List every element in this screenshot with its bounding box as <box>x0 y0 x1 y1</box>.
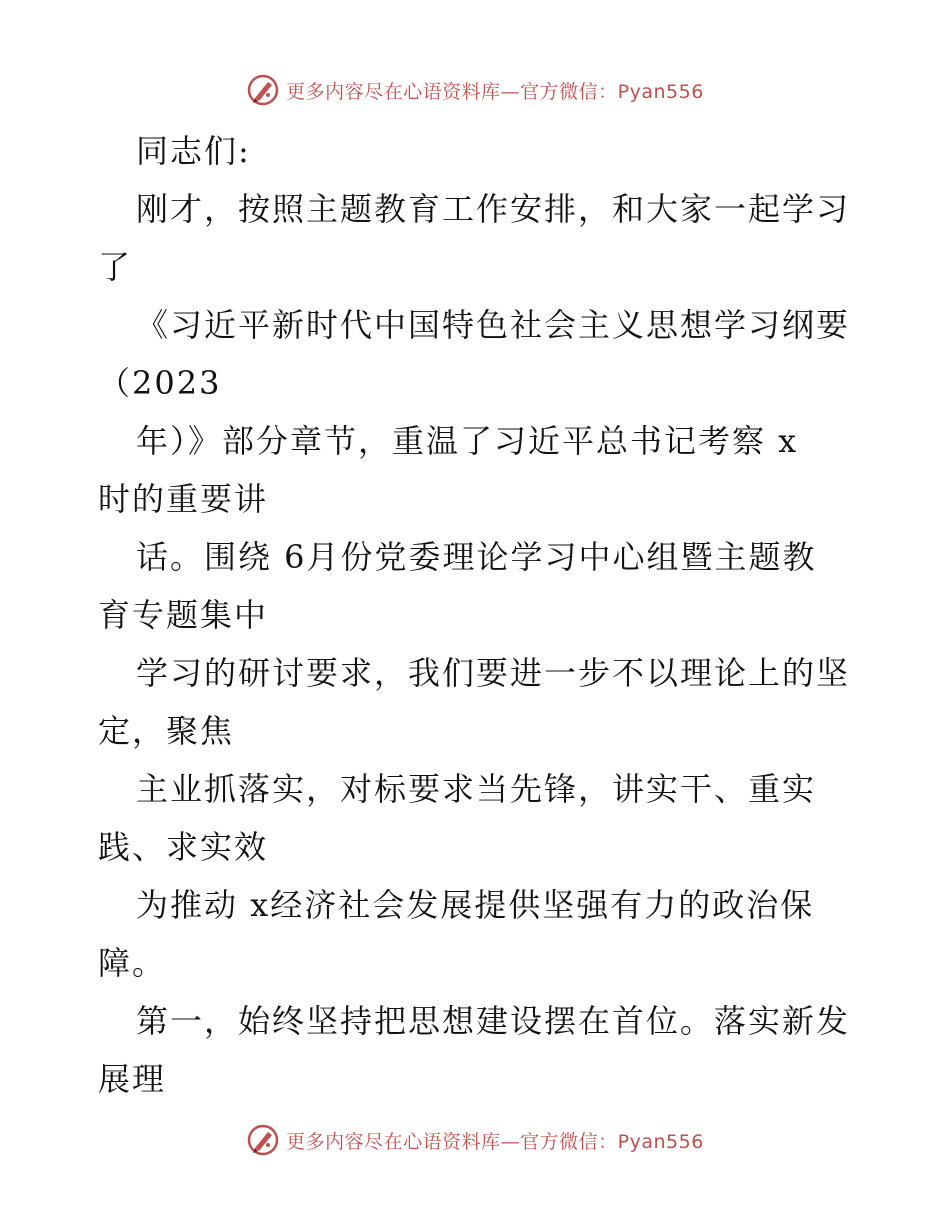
body-line: （2023 <box>98 364 222 402</box>
header-banner-text <box>286 77 704 104</box>
body-line: 展理 <box>98 1060 167 1098</box>
body-line: 话。围绕 6月份党委理论学习中心组暨主题教 <box>136 538 817 576</box>
pen-logo-icon <box>246 73 280 107</box>
header-wechat-text: 官方微信：Pyan556 <box>520 80 704 103</box>
footer-wechat-text: 官方微信：Pyan556 <box>520 1130 704 1153</box>
body-line: 为推动 x经济社会发展提供坚强有力的政治保 <box>136 886 815 924</box>
body-line: 主业抓落实，对标要求当先锋，讲实干、重实 <box>136 770 817 808</box>
body-line: 同志们: <box>136 132 251 170</box>
footer-banner <box>0 1120 950 1160</box>
body-line: 年）》部分章节，重温了习近平总书记考察 x <box>136 422 799 460</box>
body-line: 第一，始终坚持把思想建设摆在首位。落实新发 <box>136 1002 851 1040</box>
header-dash: — <box>500 80 521 103</box>
footer-site-text: 更多内容尽在心语资料库 <box>286 1130 501 1153</box>
body-line: 障。 <box>98 944 167 982</box>
body-line: 了 <box>98 248 133 286</box>
body-line: 践、求实效 <box>98 828 269 866</box>
body-line: 定，聚焦 <box>98 712 235 750</box>
pen-logo-icon <box>246 1123 280 1157</box>
body-line: 学习的研讨要求，我们要进一步不以理论上的坚 <box>136 654 851 692</box>
document-body <box>98 122 858 1108</box>
footer-banner-text <box>286 1127 704 1154</box>
body-line: 育专题集中 <box>98 596 269 634</box>
footer-dash: — <box>500 1130 521 1153</box>
body-line: 时的重要讲 <box>98 480 269 518</box>
header-banner <box>0 70 950 110</box>
body-line: 刚才，按照主题教育工作安排，和大家一起学习 <box>136 190 851 228</box>
body-line: 《习近平新时代中国特色社会主义思想学习纲要 <box>136 306 851 344</box>
header-site-text: 更多内容尽在心语资料库 <box>286 80 501 103</box>
